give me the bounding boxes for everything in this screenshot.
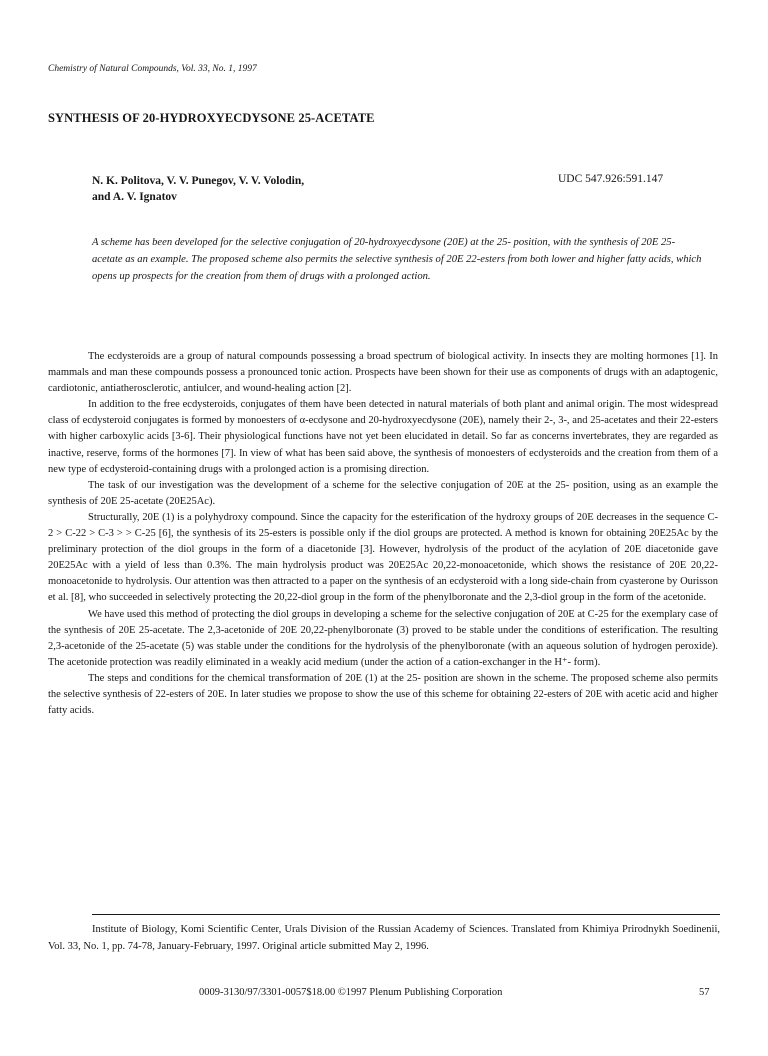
body-text [48, 349, 718, 719]
body-paragraph-2: In addition to the free ecdysteroids, conjugates of them have been detected in natural materials of both plant and animal origin. The most widespread class of ecdysteroid conjugates is formed by monoesters of α-ecdysone and 20-hydroxyecdysone (20E), namely their 2-, 3-, and 25-acetates and their 22-esters with higher carboxylic acids [3-6]. Their physiological functions have not yet been elucidated in detail. So far as concerns invertebrates, they are regarded as inactive, reserve, forms of the hormones [7]. In view of what has been said above, the synthesis of monoesters of ecdysteroids and the creation from them of a new type of ecdysteroid-containing drugs with a prolonged action is a promising direction. [48, 399, 718, 475]
authors-line-1: N. K. Politova, V. V. Punegov, V. V. Volodin, [92, 175, 305, 187]
body-paragraph-6: The steps and conditions for the chemical transformation of 20E (1) at the 25- position are shown in the scheme. The proposed scheme also permits the selective synthesis of 22-esters of 20E. In later studies we propose to show the use of this scheme for obtaining 22-esters of 20E with acetic acid and higher fatty acids. [48, 672, 718, 717]
authors-line-2: and A. V. Ignatov [92, 191, 177, 203]
udc-code: UDC 547.926:591.147 [558, 173, 664, 185]
article-title: SYNTHESIS OF 20-HYDROXYECDYSONE 25-ACETATE [48, 111, 375, 125]
footnote-divider [92, 914, 720, 915]
body-paragraph-5: We have used this method of protecting the diol groups in developing a scheme for the selective conjugation of 20E at C-25 for the exemplary case of the synthesis of 20E 25-acetate. The 2,3-acetonide of 20E 20,22-phenylboronate (3) proved to be stable under the conditions of esterification. The resulting 2,3-acetonide of the 25-acetate (5) was stable under the conditions for the hydrolysis of the phenylboronate (with an aqueous solution of hydrogen peroxide). The acetonide protection was readily eliminated in a weakly acid medium (under the action of a cation-exchanger in the H⁺- form). [48, 608, 718, 668]
body-paragraph-1: The ecdysteroids are a group of natural compounds possessing a broad spectrum of biological activity. In insects they are molting hormones [1]. In mammals and man these compounds possess a pronounced tonic action. Prospects have been shown for their use as components of drugs with an adaptogenic, cardiotonic, antiatherosclerotic, antiulcer, and wound-healing action [2]. [48, 351, 718, 395]
abstract: A scheme has been developed for the selective conjugation of 20-hydroxyecdysone (20E) at the 25- position, with the synthesis of 20E 25-acetate as an example. The proposed scheme also permits the selective synthesis of 20E 22-esters from both lower and higher fatty acids, which opens up prospects for the creation from them of drugs with a prolonged action. [92, 237, 702, 282]
page-number: 57 [699, 987, 710, 998]
body-paragraph-4: Structurally, 20E (1) is a polyhydroxy compound. Since the capacity for the esterification of the hydroxy groups of 20E decreases in the sequence C-2 > C-22 > C-3 > > C-25 [6], the synthesis of its 25-esters is possible only if the diol groups are protected. A method is known for obtaining 20E25Ac by the preliminary protection of the diol groups in the form of a diacetonide [3]. However, hydrolysis of the product of the acylation of 20E diacetonide gave 20E25Ac with a yield of less than 0.3%. The main hydrolysis product was 20E25Ac 20,22-monoacetonide, which shows the resistance of 20E 20,22-monoacetonide to hydrolysis. Our attention was then attracted to a paper on the synthesis of an ecdysteroid with a long side-chain from cyasterone by Ourisson et al. [8], who succeeded in selectively protecting the 20,22-diol group in the form of the phenylboronate and the 2,3-diol group in the form of the acetonide. [48, 511, 718, 604]
journal-citation: Chemistry of Natural Compounds, Vol. 33, No. 1, 1997 [48, 64, 257, 74]
copyright-line: 0009-3130/97/3301-0057$18.00 ©1997 Plenum Publishing Corporation [199, 987, 503, 998]
author-list [92, 173, 304, 205]
affiliation-footnote: Institute of Biology, Komi Scientific Center, Urals Division of the Russian Academy of Sciences. Translated from Khimiya Prirodnykh Soedinenii, Vol. 33, No. 1, pp. 74-78, January-February, 1997. Original article submitted May 2, 1996. [48, 924, 720, 952]
body-paragraph-3: The task of our investigation was the development of a scheme for the selective conjugation of 20E at the 25- position, using as an example the synthesis of 20E 25-acetate (20E25Ac). [48, 479, 718, 507]
